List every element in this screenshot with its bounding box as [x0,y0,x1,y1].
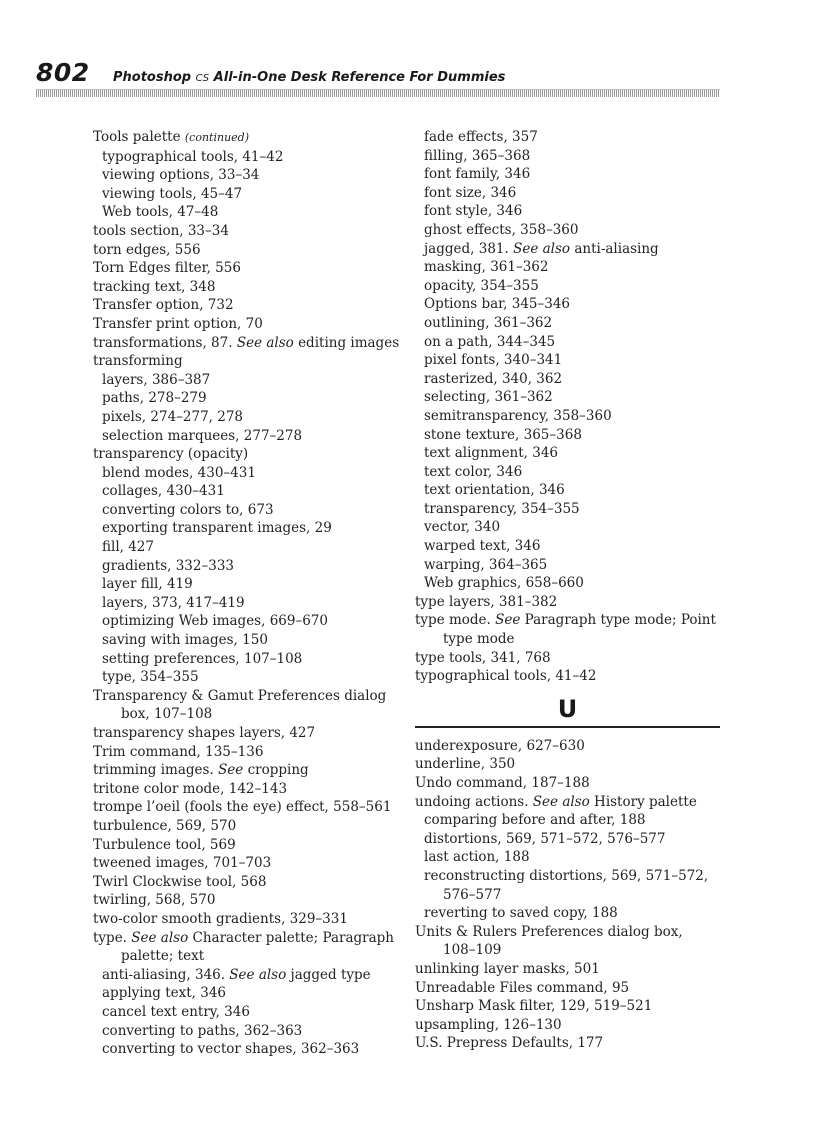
index-entry-text: text color, 346 [424,463,523,480]
index-entry [415,258,720,277]
index-entry [93,427,393,446]
index-entry [93,817,393,836]
cross-reference: See also [236,334,294,351]
index-entry-text: tweened images, 701–703 [93,855,272,872]
index-entry [93,873,393,892]
index-entry [93,166,393,185]
cross-reference: See [218,762,244,779]
index-entry-text: Turbulence tool, 569 [93,836,236,853]
index-entry-text: filling, 365–368 [424,147,531,164]
index-entry-text: last action, 188 [424,849,530,866]
index-entry [415,774,720,793]
index-entry [93,929,393,948]
index-entry-text: font size, 346 [424,184,517,201]
index-entry [93,538,393,557]
index-entry [415,1034,720,1053]
book-title [113,70,505,85]
index-entry [93,705,393,724]
index-entry [93,891,393,910]
index-entry-text: warping, 364–365 [424,556,548,573]
index-entry [415,593,720,612]
index-entry-text: Transfer option, 732 [93,297,234,314]
index-entry-text: converting colors to, 673 [102,501,274,518]
section-letter: U [557,694,578,723]
index-entry-text: outlining, 361–362 [424,314,553,331]
index-entry [415,979,720,998]
index-entry-text: applying text, 346 [102,985,227,1002]
index-entry-text: 576–577 [443,886,502,903]
index-entry [93,557,393,576]
index-entry-text: reverting to saved copy, 188 [424,905,618,922]
index-entry [415,128,720,147]
index-entry [93,1022,393,1041]
index-entry-text: transparency shapes layers, 427 [93,725,316,741]
index-entry [415,426,720,445]
index-entry [93,854,393,873]
index-entry-text: transformations, 87. [93,334,237,351]
index-entry-text: layers, 373, 417–419 [102,594,245,611]
index-entry-text: warped text, 346 [424,538,541,555]
index-entry [415,941,720,960]
index-entry [93,222,393,241]
index-entry-text: Unsharp Mask filter, 129, 519–521 [415,998,653,1015]
index-entry-text: anti-aliasing [570,240,659,257]
index-entry [415,904,720,923]
header-rule [36,89,720,97]
index-entry [93,947,393,966]
index-entry [415,314,720,333]
index-entry [415,221,720,240]
index-entry [93,836,393,855]
index-entry [415,830,720,849]
index-entry [415,997,720,1016]
index-entry-text: optimizing Web images, 669–670 [102,613,328,630]
index-entry [93,519,393,538]
cross-reference: See also [131,929,189,946]
index-entry-text: type, 354–355 [102,669,199,686]
index-entry-text: rasterized, 340, 362 [424,370,563,387]
book-title-part: All-in-One Desk Reference For Dummies [213,70,506,85]
index-entry-text: unlinking layer masks, 501 [415,960,600,977]
index-entry-text: jagged, 381. [424,240,514,257]
index-entry [415,500,720,519]
index-entry-text: layers, 386–387 [102,371,211,388]
index-entry-text: vector, 340 [424,519,501,536]
index-entry [415,960,720,979]
index-entry-text: masking, 361–362 [424,259,549,276]
index-entry [415,407,720,426]
index-entry [93,687,393,706]
index-entry-text: Paragraph type mode; Point [520,612,716,629]
index-entry-text: converting to paths, 362–363 [102,1022,303,1039]
index-entry-text: text alignment, 346 [424,445,559,462]
index-entry [415,370,720,389]
index-entry-text: typographical tools, 41–42 [415,668,597,685]
index-entry [93,631,393,650]
index-entry-text: converting to vector shapes, 362–363 [102,1041,360,1058]
index-entry-text: Twirl Clockwise tool, 568 [93,873,267,890]
index-entry-text: Web graphics, 658–660 [424,575,584,592]
index-entry-text: viewing options, 33–34 [102,167,260,184]
page-number: 802 [36,58,90,87]
index-entry-text: undoing actions. [415,793,533,810]
index-entry [415,518,720,537]
index-entry-text: Transfer print option, 70 [93,315,263,332]
index-entry [93,743,393,762]
index-entry [93,482,393,501]
index-entry [415,737,720,756]
index-entry-text: palette; text [121,948,205,965]
index-entry-text: twirling, 568, 570 [93,892,216,909]
index-entry [93,650,393,669]
index-entry [93,296,393,315]
index-entry-text: Character palette; Paragraph [188,929,394,946]
index-entry-text: Unreadable Files command, 95 [415,979,630,996]
index-entry [415,481,720,500]
index-entry-text: upsampling, 126–130 [415,1016,562,1033]
index-entry [415,923,720,942]
index-entry-text: stone texture, 365–368 [424,426,582,443]
index-entry [415,755,720,774]
index-entry [93,984,393,1003]
index-entry [415,811,720,830]
index-entry-text: distortions, 569, 571–572, 576–577 [424,830,666,847]
index-entry [415,793,720,812]
index-entry [93,668,393,687]
index-entry-text: font style, 346 [424,203,523,220]
index-entry-text: Units & Rulers Preferences dialog box, [415,923,683,940]
index-entry [93,148,393,167]
index-entry [93,241,393,260]
cross-reference: See also [532,793,590,810]
index-entry [415,165,720,184]
index-entry [415,202,720,221]
index-entry-text: viewing tools, 45–47 [102,185,243,202]
index-entry-text: fade effects, 357 [424,129,538,145]
index-entry-text: setting preferences, 107–108 [102,650,303,667]
index-entry-text: underline, 350 [415,756,516,773]
index-entry-text: font family, 346 [424,166,531,183]
cross-reference: See also [513,240,571,257]
index-entry [93,910,393,929]
index-entry [415,848,720,867]
index-entry-text: selecting, 361–362 [424,389,553,406]
index-entry-text: exporting transparent images, 29 [102,520,332,537]
index-entry [93,445,393,464]
index-entry [415,649,720,668]
index-entry-text: cancel text entry, 346 [102,1003,250,1020]
index-entry-text: trompe l’oeil (fools the eye) effect, 558–561 [93,799,392,816]
index-entry-text: saving with images, 150 [102,632,268,649]
index-entry [415,351,720,370]
index-entry-text: two-color smooth gradients, 329–331 [93,910,348,927]
book-title-part: Photoshop [113,70,192,85]
index-entry-text: pixel fonts, 340–341 [424,352,563,369]
index-entry [93,185,393,204]
index-entry-text: History palette [589,793,697,810]
index-entry-text: transparency, 354–355 [424,500,580,517]
index-entry [93,334,400,353]
index-entry-text: transparency (opacity) [93,446,249,463]
index-entry-text: collages, 430–431 [102,483,225,500]
index-entry-text: Transparency & Gamut Preferences dialog [93,687,387,704]
index-entry-text: paths, 278–279 [102,390,207,407]
index-entry-text: anti-aliasing, 346. [102,966,230,983]
index-entry-text: text orientation, 346 [424,482,565,499]
index-entry-text: pixels, 274–277, 278 [102,408,244,425]
index-entry [415,630,720,649]
index-entry [415,240,720,259]
index-entry [415,147,720,166]
index-entry-text: editing images [293,334,400,351]
index-entry [93,259,393,278]
index-entry [93,501,393,520]
index-entry [93,371,393,390]
index-entry-text: ghost effects, 358–360 [424,221,579,238]
index-entry-text: blend modes, 430–431 [102,464,256,481]
index-entry-text: 108–109 [443,942,502,959]
index-column-right [415,128,720,1053]
index-entry-text: layer fill, 419 [102,576,193,593]
index-entry [415,537,720,556]
index-entry-text: type mode. [415,612,496,629]
index-entries-u [415,737,720,1053]
index-entry [415,867,720,886]
index-entry [415,295,720,314]
index-entry-text: tracking text, 348 [93,278,216,295]
index-entry-text: tritone color mode, 142–143 [93,780,288,797]
index-entry-text: torn edges, 556 [93,241,201,258]
index-entry [93,315,393,334]
index-column-left [93,128,400,1059]
index-entry-text: typographical tools, 41–42 [102,148,284,165]
index-entry [93,389,393,408]
index-entry [415,1016,720,1035]
index-entry [415,388,720,407]
book-title-cs: CS [195,73,210,84]
index-entry-text: underexposure, 627–630 [415,737,585,754]
index-entry [93,352,393,371]
index-entry [93,278,393,297]
index-entry [415,333,720,352]
index-entry [93,798,393,817]
index-entry [93,128,393,148]
index-entry [415,574,720,593]
index-entry-text: transforming [93,353,183,370]
index-entry-text: trimming images. [93,762,219,779]
continued-note: (continued) [184,131,249,144]
index-entry [93,761,393,780]
index-entry-text: U.S. Prepress Defaults, 177 [415,1035,604,1052]
index-entry-text: on a path, 344–345 [424,333,556,350]
index-entry-text: type. [93,929,132,946]
index-entry-text: type mode [443,631,515,648]
index-entry [93,464,393,483]
index-entry-text: comparing before and after, 188 [424,812,646,829]
index-entry [93,612,393,631]
index-entry [415,667,720,686]
index-entry-text: cropping [243,762,309,779]
index-entry [93,1003,393,1022]
index-entry-text: fill, 427 [102,539,154,556]
index-entry [93,966,393,985]
index-entry-text: selection marquees, 277–278 [102,427,303,444]
index-entry [415,886,720,905]
index-entry-text: reconstructing distortions, 569, 571–572, [424,867,709,884]
index-entry-text: semitransparency, 358–360 [424,407,612,424]
section-rule [415,726,720,728]
index-entry [93,1040,393,1059]
index-entry-text: Options bar, 345–346 [424,296,571,313]
index-entry [415,184,720,203]
index-entry [415,277,720,296]
index-entry-text: turbulence, 569, 570 [93,817,237,834]
index-entry-text: Undo command, 187–188 [415,775,590,791]
index-entry-text: box, 107–108 [121,706,213,723]
index-entries-t [415,128,720,686]
index-entry [415,556,720,575]
index-entry [93,408,393,427]
index-entry [93,203,393,222]
index-entry-text: type layers, 381–382 [415,593,558,610]
index-entry [93,575,393,594]
index-entry-text: opacity, 354–355 [424,277,539,294]
index-entry [93,724,393,743]
index-entry [93,594,393,613]
index-entry-text: jagged type [286,966,371,983]
index-entry [415,611,720,630]
index-entry-text: tools section, 33–34 [93,222,229,239]
index-entry-text: Trim command, 135–136 [93,743,264,760]
cross-reference: See also [229,966,287,983]
index-entry-text: Torn Edges filter, 556 [93,260,241,277]
cross-reference: See [495,612,521,629]
index-entry [415,444,720,463]
index-entry-text: Web tools, 47–48 [102,204,219,221]
index-entry-text: type tools, 341, 768 [415,649,551,666]
index-entry-text: Tools palette [93,129,185,145]
index-entry [415,463,720,482]
index-entry-text: gradients, 332–333 [102,557,235,574]
index-entry [93,780,393,799]
